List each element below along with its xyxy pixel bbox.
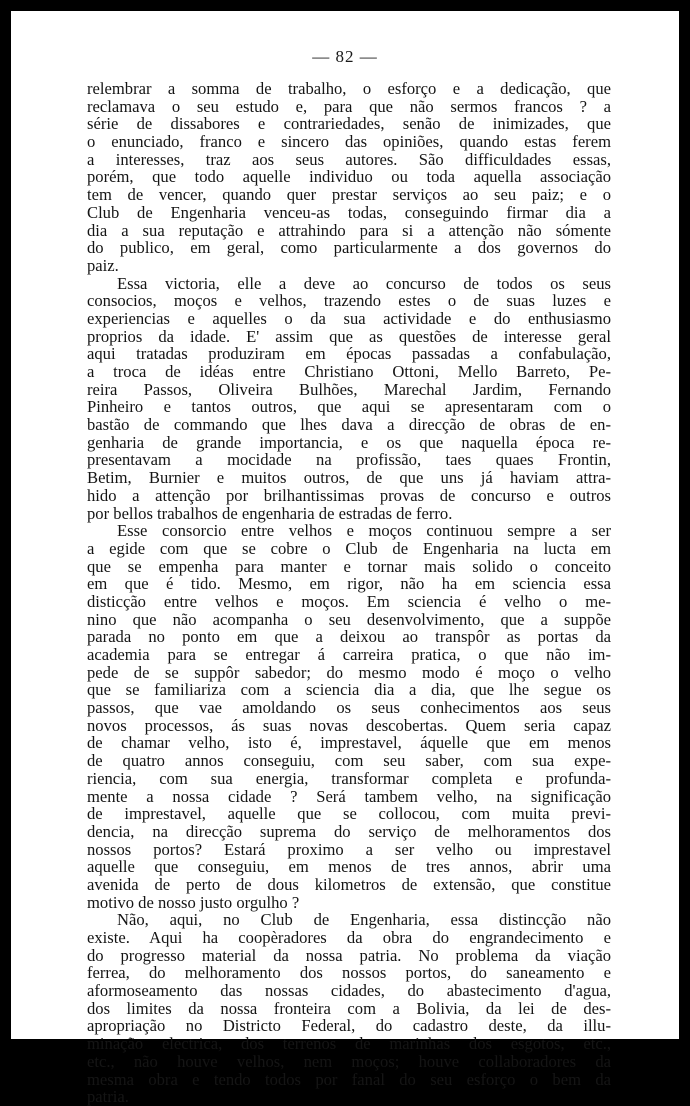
text-line: Não, aqui, no Club de Engenharia, essa distincção não	[117, 910, 611, 930]
text-line: nossos portos? Estará proximo a ser velho ou imprestavel	[87, 839, 611, 859]
text-line: tem de vencer, quando quer prestar serviços ao seu paiz; e o	[87, 185, 611, 205]
text-line: novos processos, ás suas novas descobertas. Quem seria capaz	[87, 715, 611, 735]
text-line: relembrar a somma de trabalho, o esforço e a dedicação, que	[87, 79, 611, 98]
text-line: que se familiariza com a sciencia dia a dia, que lhe segue os	[87, 680, 611, 700]
text-line: mente a nossa cidade ? Será tambem velho, na significação	[87, 786, 611, 806]
text-line: academia para se entregar á carreira pratica, o que não im-	[87, 645, 611, 664]
text-line: paiz.	[87, 255, 119, 275]
text-line: bastão de commando que lhes dava a direcção de obras de en-	[87, 415, 611, 435]
text-line: mesma obra e tendo todos por fanal do seu esforço o bem da	[87, 1069, 611, 1089]
text-line: etc., não houve velhos, nem moços; houve collaboradores da	[87, 1051, 611, 1071]
text-block	[87, 80, 611, 1106]
text-line: nino que não acompanha o seu desenvolvimento, que a suppõe	[87, 609, 611, 629]
text-line: ferrea, do melhoramento dos nossos portos, do saneamento e	[87, 963, 611, 983]
text-line: que se empenha para manter e tornar mais solido o conceito	[87, 556, 611, 576]
text-line: dia a sua reputação e attrahindo para si a attenção não sómente	[87, 220, 611, 240]
text-line: a egide com que se cobre o Club de Engenharia na lucta em	[87, 538, 611, 558]
paragraph	[87, 275, 611, 523]
text-line: reclamava o seu estudo e, para que não sermos francos ? a	[87, 96, 611, 116]
text-line: Esse consorcio entre velhos e moços continuou sempre a ser	[117, 521, 611, 541]
text-line: de imprestavel, aquelle que se collocou, com muita previ-	[87, 804, 611, 824]
paragraph	[87, 911, 611, 1106]
text-line: a interesses, traz aos seus autores. São difficuldades essas,	[87, 149, 611, 169]
text-line: de quatro annos conseguiu, com seu saber, com sua expe-	[87, 751, 611, 771]
text-line: pede de se suppôr sabedor; do mesmo modo é moço o velho	[87, 662, 611, 682]
text-line: Betim, Burnier e muitos outros, de que uns já haviam attra-	[87, 468, 611, 488]
text-line: série de dissabores e contrariedades, senão de inimizades, que	[87, 114, 611, 134]
text-line: aquelle que conseguiu, em menos de tres annos, abrir uma	[87, 857, 611, 877]
text-line: porém, que todo aquelle individuo ou toda aquella associação	[87, 167, 611, 187]
text-line: proprios da idade. E' assim que as questões de interesse geral	[87, 326, 611, 346]
text-line: riencia, com sua energia, transformar completa e profunda-	[87, 768, 611, 788]
text-line: de chamar velho, isto é, imprestavel, áquelle que em menos	[87, 733, 611, 753]
text-line: experiencias e aquelles o da sua actividade e do enthusiasmo	[87, 308, 611, 328]
text-line: apropriação no Districto Federal, do cadastro deste, da illu-	[87, 1016, 611, 1036]
text-line: genharia de grande importancia, e os que naquella época re-	[87, 432, 611, 452]
text-line: a troca de idéas entre Christiano Ottoni, Mello Barreto, Pe-	[87, 362, 611, 381]
text-line: hido a attenção por brilhantissimas provas de concurso e outros	[87, 485, 611, 505]
text-line: do publico, em geral, como particularmente a dos governos do	[87, 238, 611, 258]
text-line: passos, que vae amoldando os seus conhecimentos aos seus	[87, 698, 611, 718]
text-line: presentavam a mocidade na profissão, taes quaes Frontin,	[87, 450, 611, 470]
text-line: em que é tido. Mesmo, em rigor, não ha em sciencia essa	[87, 574, 611, 594]
text-line: o enunciado, franco e sincero das opiniões, quando estas ferem	[87, 132, 611, 152]
text-line: reira Passos, Oliveira Bulhões, Marechal Jardim, Fernando	[87, 379, 611, 399]
text-line: Club de Engenharia venceu-as todas, conseguindo firmar dia a	[87, 202, 611, 222]
paragraph	[87, 522, 611, 911]
text-line: minação electrica, dos terrenos de marinhas dos esgotos, etc.,	[87, 1034, 611, 1054]
text-line: patria.	[87, 1087, 129, 1106]
page-number: — 82 —	[312, 47, 378, 66]
text-line: aformoseamento das nossas cidades, do abastecimento d'agua,	[87, 981, 611, 1001]
text-line: avenida de perto de dous kilometros de extensão, que constitue	[87, 874, 611, 894]
text-line: disticção entre velhos e moços. Em sciencia é velho o me-	[87, 591, 611, 611]
text-line: dencia, na direcção suprema do serviço de melhoramentos dos	[87, 821, 611, 841]
text-line: consocios, moços e velhos, trazendo estes o de suas luzes e	[87, 291, 611, 311]
text-line: existe. Aqui ha coopèradores da obra do engrandecimento e	[87, 928, 611, 947]
text-line: do progresso material da nossa patria. No problema da viação	[87, 945, 611, 965]
paragraph	[87, 80, 611, 275]
text-line: Essa victoria, elle a deve ao concurso de todos os seus	[117, 273, 611, 293]
text-line: por bellos trabalhos de engenharia de estradas de ferro.	[87, 503, 453, 523]
text-line: dos limites da nossa fronteira com a Bolivia, da lei de des-	[87, 998, 611, 1018]
page	[11, 11, 679, 1106]
text-line: Pinheiro e tantos outros, que aqui se apresentaram com o	[87, 397, 611, 417]
text-line: aqui tratadas produziram em épocas passadas a confabulação,	[87, 344, 611, 364]
text-line: parada no ponto em que a deixou ao transpôr as portas da	[87, 627, 611, 647]
text-line: motivo de nosso justo orgulho ?	[87, 892, 300, 912]
